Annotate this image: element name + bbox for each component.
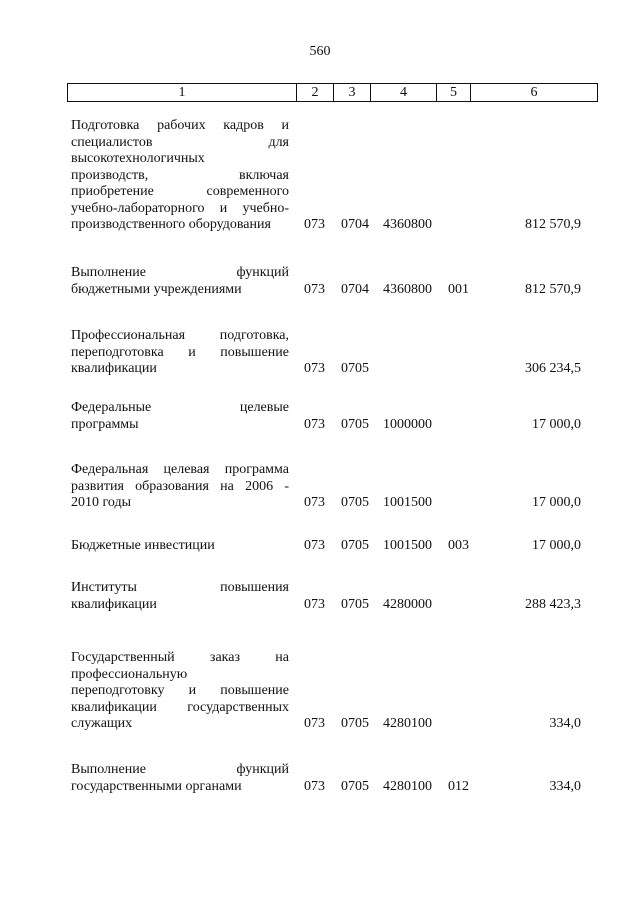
cell-c3: 0705 — [341, 361, 369, 376]
cell-c2: 073 — [304, 495, 325, 510]
description-line: развития образования на 2006 - — [71, 478, 289, 494]
cell-c2: 073 — [304, 716, 325, 731]
column-header-3: 3 — [334, 84, 371, 102]
cell-c6: 812 570,9 — [525, 281, 581, 297]
cell-c3: 0705 — [341, 538, 369, 553]
cell-c5: 001 — [448, 281, 469, 297]
cell-c2: 073 — [304, 538, 325, 553]
description-line: высокотехнологичных — [71, 151, 205, 166]
page-number: 560 — [309, 44, 331, 59]
column-header-2: 2 — [297, 84, 334, 102]
description-line: производств, включая — [71, 167, 289, 183]
description-line: Выполнение функций — [71, 762, 289, 777]
description-line: приобретение современного — [71, 184, 289, 199]
cell-c3: 0705 — [341, 495, 369, 510]
column-header-5: 5 — [437, 84, 471, 102]
cell-c2: 073 — [304, 281, 325, 297]
column-header-6: 6 — [471, 84, 598, 102]
description-line: профессиональную — [71, 666, 188, 682]
cell-c6: 288 423,3 — [525, 596, 581, 612]
row-description — [71, 650, 289, 733]
description-line: бюджетными учреждениями — [71, 281, 242, 297]
description-line: 2010 годы — [71, 495, 132, 510]
row-description — [71, 400, 289, 433]
column-header-table — [67, 83, 598, 102]
cell-c3: 0705 — [341, 416, 369, 432]
description-line: специалистов для — [71, 134, 289, 150]
description-line: переподготовку и повышение — [71, 683, 289, 698]
cell-c6: 334,0 — [549, 778, 581, 794]
cell-c6: 812 570,9 — [525, 217, 581, 232]
cell-c6: 17 000,0 — [532, 538, 581, 553]
cell-c2: 073 — [304, 416, 325, 432]
cell-c6: 306 234,5 — [525, 361, 581, 376]
cell-c3: 0704 — [341, 281, 369, 297]
description-line: государственными органами — [71, 778, 242, 794]
row-description — [71, 580, 289, 613]
description-line: Институты повышения — [71, 580, 289, 595]
column-header-row — [68, 84, 598, 102]
column-header-1: 1 — [68, 84, 297, 102]
description-line: квалификации — [71, 596, 157, 612]
cell-c5: 012 — [448, 778, 469, 794]
cell-c2: 073 — [304, 361, 325, 376]
cell-c4: 4360800 — [383, 217, 432, 232]
description-line: программы — [71, 416, 139, 432]
description-line: квалификации — [71, 361, 157, 376]
cell-c6: 17 000,0 — [532, 416, 581, 432]
cell-c2: 073 — [304, 217, 325, 232]
cell-c2: 073 — [304, 596, 325, 612]
cell-c4: 4360800 — [383, 281, 432, 297]
cell-c3: 0705 — [341, 596, 369, 612]
row-description — [71, 265, 289, 298]
description-line: переподготовка и повышение — [71, 344, 289, 360]
cell-c4: 1001500 — [383, 538, 432, 553]
description-line: учебно-лабораторного и учебно- — [71, 200, 289, 216]
column-header-4: 4 — [371, 84, 437, 102]
row-description — [71, 118, 289, 234]
row-description — [71, 328, 289, 378]
cell-c3: 0704 — [341, 217, 369, 232]
description-line: служащих — [71, 716, 133, 731]
row-description — [71, 762, 289, 795]
cell-c4: 1001500 — [383, 495, 432, 510]
row-description — [71, 538, 289, 555]
description-line: Федеральная целевая программа — [71, 462, 289, 477]
cell-c4: 4280000 — [383, 596, 432, 612]
cell-c6: 334,0 — [549, 716, 581, 731]
description-line: квалификации государственных — [71, 699, 289, 715]
cell-c5: 003 — [448, 538, 469, 553]
cell-c4: 4280100 — [383, 716, 432, 731]
description-line: Государственный заказ на — [71, 650, 289, 665]
description-line: Бюджетные инвестиции — [71, 538, 215, 553]
cell-c2: 073 — [304, 778, 325, 794]
row-description — [71, 462, 289, 512]
description-line: Профессиональная подготовка, — [71, 328, 289, 343]
cell-c6: 17 000,0 — [532, 495, 581, 510]
cell-c3: 0705 — [341, 778, 369, 794]
cell-c3: 0705 — [341, 716, 369, 731]
description-line: Федеральные целевые — [71, 400, 289, 415]
cell-c4: 1000000 — [383, 416, 432, 432]
description-line: производственного оборудования — [71, 217, 271, 232]
cell-c4: 4280100 — [383, 778, 432, 794]
description-line: Подготовка рабочих кадров и — [71, 118, 289, 133]
description-line: Выполнение функций — [71, 265, 289, 280]
